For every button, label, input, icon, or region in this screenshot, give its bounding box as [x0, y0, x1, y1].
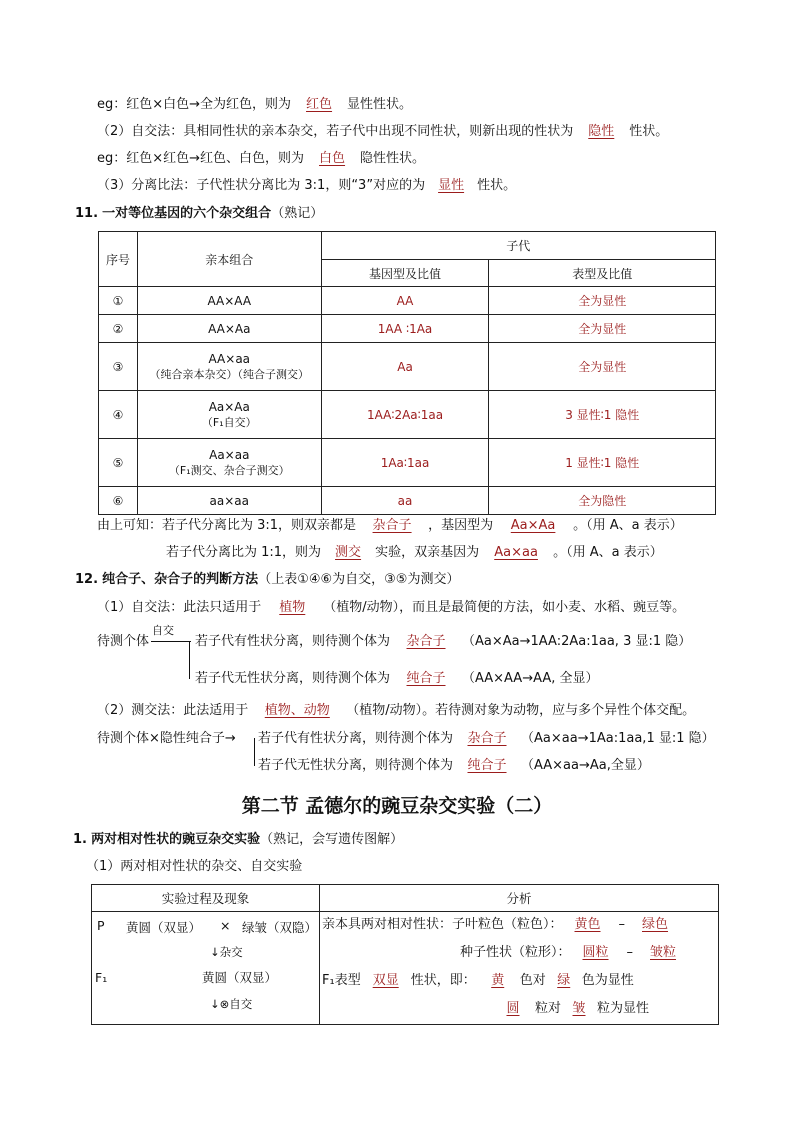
- table-row: [99, 287, 716, 315]
- text: （2）自交法：具相同性状的亲本杂交，若子代中出现不同性状，则新出现的性状为: [97, 124, 574, 139]
- answer-blank: 纯合子: [467, 758, 507, 773]
- answer-blank: 黄: [491, 973, 505, 988]
- heading-12: [75, 571, 459, 589]
- header-offspring: 子代: [321, 232, 715, 260]
- times-icon: ×: [220, 918, 231, 933]
- test-cross-result-2: [258, 757, 650, 775]
- text: （植物/动物）。若待测对象为动物，应与多个异性个体交配。: [346, 703, 696, 718]
- text: eg：红色×白色→全为红色，则为: [97, 97, 292, 112]
- text: 性状。: [477, 178, 517, 193]
- arrow-icon: [151, 641, 191, 642]
- cell-parent: AA×AA: [137, 287, 321, 315]
- answer-blank: 黄色: [574, 917, 601, 932]
- text: 色为显性: [581, 973, 634, 988]
- cell-genotype: Aa: [321, 343, 489, 391]
- cell-phenotype: 3 显性∶1 隐性: [489, 391, 716, 439]
- answer-blank: 杂合子: [406, 634, 446, 649]
- text: 性状，即：: [410, 973, 476, 988]
- answer-blank: 隐性: [588, 124, 615, 139]
- section-title: 第二节 孟德尔的豌豆杂交实验（二）: [241, 795, 553, 817]
- table-row: [99, 343, 716, 391]
- cell-parent: AA×Aa: [137, 315, 321, 343]
- cross-process-cell: [92, 912, 320, 1025]
- cell-seq: ③: [99, 343, 138, 391]
- test-cross-result-1: [258, 730, 715, 748]
- answer-blank: 圆: [506, 1001, 520, 1016]
- answer-blank: 植物: [279, 600, 306, 615]
- cell-phenotype: 全为隐性: [489, 487, 716, 515]
- text: 粒为显性: [597, 1001, 650, 1016]
- conclusion-line-1: [97, 517, 683, 535]
- branch-bracket: [189, 641, 190, 679]
- heading-11: [75, 205, 323, 223]
- analysis-line-1: [322, 916, 679, 934]
- answer-blank: 绿: [557, 973, 571, 988]
- test-cross-method: [97, 702, 695, 720]
- text: 若子代无性状分离，则待测个体为: [258, 758, 454, 773]
- text: （AA×aa→Aa,全显）: [521, 758, 650, 773]
- cell-seq: ⑤: [99, 439, 138, 487]
- text: F₁表型: [322, 973, 361, 988]
- header-parent: 亲本组合: [137, 232, 321, 287]
- answer-blank: 绿色: [642, 917, 669, 932]
- analysis-line-4: [491, 1000, 649, 1018]
- cell-seq: ①: [99, 287, 138, 315]
- answer-blank: 皱: [572, 1001, 586, 1016]
- answer-blank: 白色: [319, 151, 346, 166]
- cell-parent: [137, 439, 321, 487]
- analysis-cell: [320, 912, 719, 1025]
- parent-genotype: Aa×aa: [209, 447, 250, 462]
- heading-number: 1.: [73, 832, 87, 847]
- text: eg：红色×红色→红色、白色，则为: [97, 151, 305, 166]
- heading-title: 一对等位基因的六个杂交组合: [102, 206, 272, 221]
- answer-blank: 皱粒: [650, 945, 677, 960]
- cell-phenotype: 全为显性: [489, 343, 716, 391]
- text: （1）自交法：此法只适用于: [97, 600, 262, 615]
- dash: –: [618, 917, 626, 932]
- cell-phenotype: 全为显性: [489, 315, 716, 343]
- text: （2）测交法：此法适用于: [97, 703, 249, 718]
- answer-blank: 杂合子: [372, 518, 412, 533]
- parent-note: （F₁测交、杂合子测交）: [168, 463, 290, 477]
- text: 若子代有性状分离，则待测个体为: [195, 634, 391, 649]
- cell-seq: ⑥: [99, 487, 138, 515]
- parent-note: （F₁自交）: [201, 415, 257, 429]
- text: 亲本具两对相对性状：子叶粒色（粒色）：: [322, 917, 563, 932]
- text: 若子代分离比为 1:1，则为: [166, 545, 322, 560]
- text: 粒对: [535, 1001, 562, 1016]
- conclusion-line-2: [166, 544, 663, 562]
- text: （植物/动物），而且是最简便的方法，如小麦、水稻、豌豆等。: [323, 600, 686, 615]
- parent-b: 绿皱（双隐）: [242, 920, 318, 935]
- text: 性状。: [629, 124, 669, 139]
- subheading-1: （1）两对相对性状的杂交、自交实验: [86, 859, 303, 874]
- cell-genotype: 1AA∶2Aa∶1aa: [321, 391, 489, 439]
- table-row: [99, 439, 716, 487]
- table-row: [99, 391, 716, 439]
- text: 由上可知：若子代分离比为 3:1，则双亲都是: [97, 518, 357, 533]
- line-eg-red-red: [97, 150, 425, 168]
- text: 。（用 A、a 表示）: [553, 545, 663, 560]
- header-analysis: 分析: [320, 885, 719, 912]
- cell-parent: [137, 343, 321, 391]
- analysis-line-3: [322, 972, 634, 990]
- cell-genotype: aa: [321, 487, 489, 515]
- branch-bracket: [254, 738, 255, 766]
- cell-parent: [137, 391, 321, 439]
- text: （AA×AA→AA, 全显）: [462, 671, 599, 686]
- cell-seq: ④: [99, 391, 138, 439]
- heading-1: [73, 831, 403, 849]
- f1-label: F₁: [95, 970, 108, 985]
- p-label: P: [97, 918, 105, 933]
- header-phenotype: 表型及比值: [489, 260, 716, 287]
- cross-combinations-table: [98, 231, 716, 515]
- cross-arrow: ↓杂交: [210, 945, 243, 959]
- answer-blank: 纯合子: [406, 671, 446, 686]
- header-process: 实验过程及现象: [92, 885, 320, 912]
- parent-a: 黄圆（双显）: [126, 920, 202, 935]
- text: 色对: [519, 973, 546, 988]
- answer-blank: 杂合子: [467, 731, 507, 746]
- text: 。（用 A、a 表示）: [573, 518, 683, 533]
- cell-genotype: 1AA ∶1Aa: [321, 315, 489, 343]
- answer-blank: 测交: [335, 545, 362, 560]
- heading-note: （熟记）: [271, 206, 324, 221]
- self-cross-arrow-label: 自交: [152, 624, 174, 637]
- f1-phenotype: 黄圆（双显）: [202, 970, 278, 985]
- answer-blank: 显性: [438, 178, 465, 193]
- answer-blank: 双显: [372, 973, 399, 988]
- heading-title: 两对相对性状的豌豆杂交实验: [91, 832, 261, 847]
- cell-seq: ②: [99, 315, 138, 343]
- text: ，基因型为: [428, 518, 494, 533]
- header-genotype: 基因型及比值: [321, 260, 489, 287]
- cell-genotype: 1Aa∶1aa: [321, 439, 489, 487]
- line-ratio-method: [97, 177, 516, 195]
- self-cross-result-2: [195, 670, 599, 688]
- parent-genotype: AA×aa: [208, 351, 251, 366]
- header-seq: 序号: [99, 232, 138, 287]
- self-cross-result-1: [195, 633, 691, 651]
- test-cross-left-label: 待测个体×隐性纯合子→: [97, 731, 236, 746]
- text: 隐性性状。: [360, 151, 426, 166]
- answer-blank: 红色: [306, 97, 333, 112]
- cell-genotype: AA: [321, 287, 489, 315]
- parent-genotype: Aa×Aa: [208, 399, 250, 414]
- heading-note: （熟记，会写遗传图解）: [260, 832, 404, 847]
- self-arrow: ↓⊗自交: [210, 997, 253, 1011]
- dihybrid-cross-table: [91, 884, 719, 1025]
- cell-parent: aa×aa: [137, 487, 321, 515]
- text: 显性性状。: [347, 97, 413, 112]
- text: （Aa×Aa→1AA:2Aa:1aa, 3 显:1 隐）: [462, 634, 692, 649]
- heading-title: 纯合子、杂合子的判断方法: [102, 572, 259, 587]
- cell-phenotype: 全为显性: [489, 287, 716, 315]
- line-self-cross: [97, 123, 668, 141]
- text: 若子代无性状分离，则待测个体为: [195, 671, 391, 686]
- parent-note: （纯合亲本杂交）（纯合子测交）: [149, 367, 310, 381]
- dash: –: [626, 945, 634, 960]
- answer-blank: Aa×aa: [494, 545, 538, 560]
- text: 种子性状（粒形）：: [460, 945, 571, 960]
- heading-note: （上表①④⑥为自交，③⑤为测交）: [258, 572, 460, 587]
- answer-blank: 植物、动物: [264, 703, 330, 718]
- line-eg-red-white: [97, 96, 412, 114]
- text: （3）分离比法：子代性状分离比为 3:1，则“3”对应的为: [97, 178, 426, 193]
- heading-number: 12.: [75, 572, 99, 587]
- text: 实验，双亲基因为: [375, 545, 480, 560]
- analysis-line-2: [460, 944, 687, 962]
- answer-blank: 圆粒: [582, 945, 609, 960]
- text: 若子代有性状分离，则待测个体为: [258, 731, 454, 746]
- cell-phenotype: 1 显性∶1 隐性: [489, 439, 716, 487]
- text: （Aa×aa→1Aa:1aa,1 显:1 隐）: [521, 731, 715, 746]
- table-row: [99, 487, 716, 515]
- test-individual-label: 待测个体: [97, 634, 150, 649]
- self-cross-method: [97, 599, 685, 617]
- table-row: [99, 315, 716, 343]
- heading-number: 11.: [75, 206, 99, 221]
- answer-blank: Aa×Aa: [510, 518, 556, 533]
